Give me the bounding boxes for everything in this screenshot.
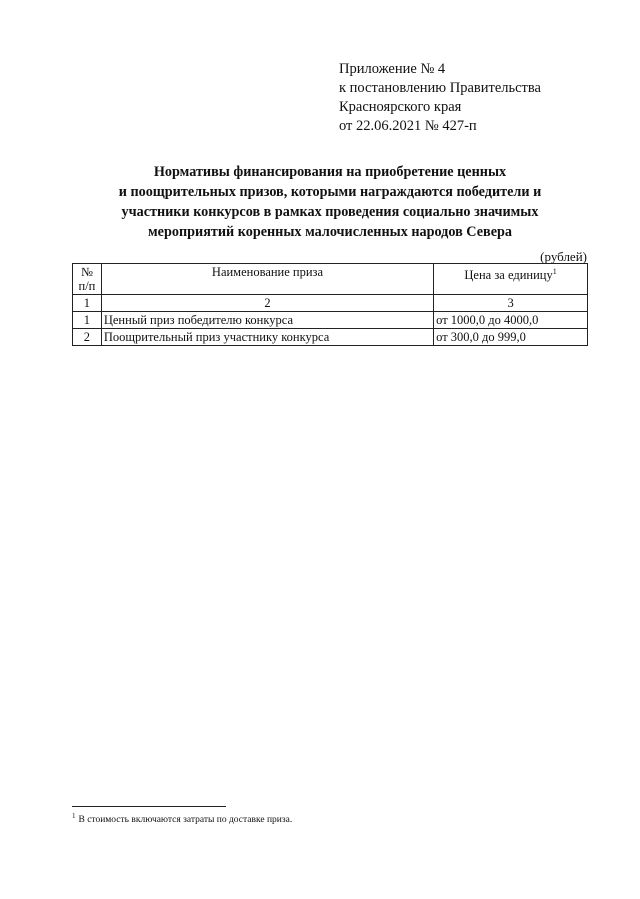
- header-num-abbr: п/п: [78, 279, 96, 293]
- header-price: [434, 264, 588, 295]
- header-num-symbol: №: [80, 265, 93, 279]
- column-index-2: 2: [101, 295, 433, 312]
- appendix-number: Приложение № 4: [339, 61, 446, 77]
- appendix-header: [339, 60, 541, 136]
- table-row: [73, 329, 588, 346]
- header-num: [73, 264, 102, 295]
- column-index-3: 3: [434, 295, 588, 312]
- header-price-label: Цена за единицу: [464, 268, 553, 283]
- units-label: (рублей): [540, 249, 587, 264]
- footnote-divider: [72, 806, 226, 807]
- footnote-ref: 1: [552, 267, 557, 276]
- footnote: [72, 812, 292, 825]
- header-name: Наименование приза: [101, 264, 433, 295]
- title-line-3: участники конкурсов в рамках проведения социально значимых: [121, 204, 539, 220]
- footnote-mark: 1: [72, 812, 76, 820]
- table-header-row: [73, 264, 588, 295]
- document-title: [70, 162, 590, 242]
- title-line-4: мероприятий коренных малочисленных народов Севера: [148, 224, 512, 240]
- prizes-table: [72, 263, 588, 346]
- appendix-ref: к постановлению Правительства: [339, 80, 541, 96]
- appendix-date: от 22.06.2021 № 427-п: [339, 118, 477, 134]
- row-num: 2: [73, 329, 102, 346]
- table-row: [73, 312, 588, 329]
- row-price: от 300,0 до 999,0: [434, 329, 588, 346]
- title-line-1: Нормативы финансирования на приобретение ценных: [153, 164, 507, 180]
- footnote-text: В стоимость включаются затраты по доставке приза.: [78, 815, 293, 826]
- row-prize-name: Поощрительный приз участнику конкурса: [101, 329, 433, 346]
- row-price: от 1000,0 до 4000,0: [434, 312, 588, 329]
- title-line-2: и поощрительных призов, которыми награждаются победители и: [118, 184, 542, 200]
- appendix-region: Красноярского края: [339, 99, 462, 115]
- column-index-1: 1: [73, 295, 102, 312]
- column-index-row: [73, 295, 588, 312]
- row-num: 1: [73, 312, 102, 329]
- row-prize-name: Ценный приз победителю конкурса: [101, 312, 433, 329]
